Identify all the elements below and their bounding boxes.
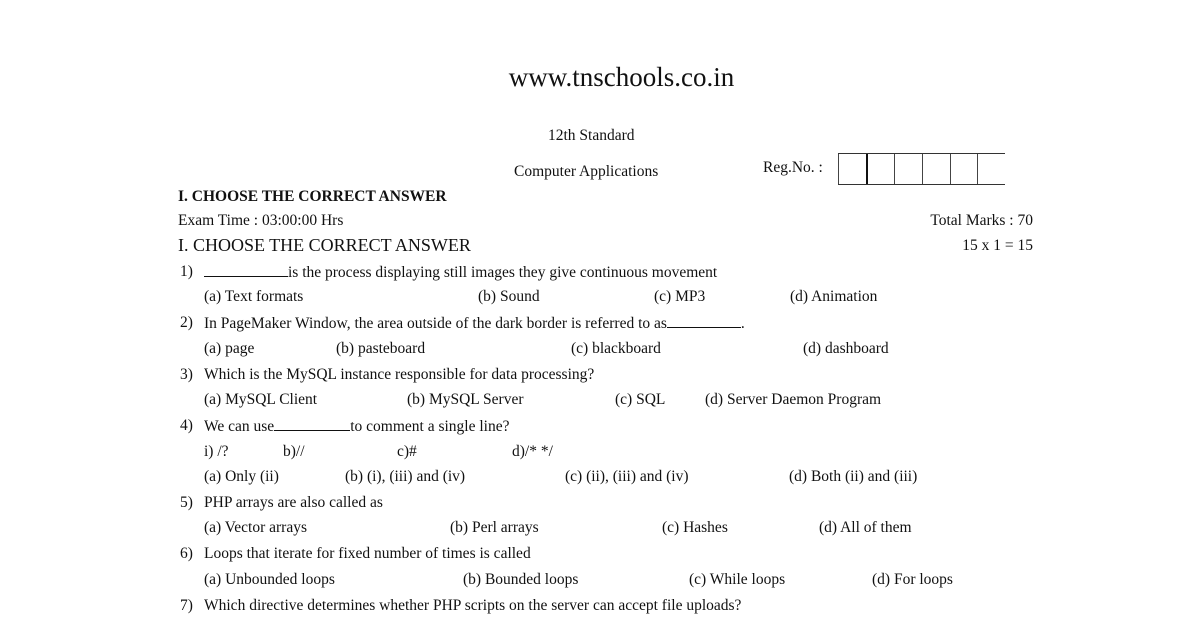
question-text: PHP arrays are also called as: [204, 494, 383, 511]
option: (c) (ii), (iii) and (iv): [565, 468, 689, 485]
option: (c) blackboard: [571, 340, 661, 357]
reg-no-label: Reg.No. :: [763, 159, 823, 176]
reg-no-boxes: [838, 153, 1005, 185]
subject: Computer Applications: [514, 163, 659, 180]
option: (c) MP3: [654, 288, 706, 305]
question-number: 6): [180, 545, 193, 562]
section-heading: I. CHOOSE THE CORRECT ANSWER: [178, 235, 471, 255]
option: (a) Only (ii): [204, 468, 279, 485]
exam-time: Exam Time : 03:00:00 Hrs: [178, 212, 344, 229]
question-text: Which is the MySQL instance responsible for data processing?: [204, 366, 595, 383]
option: (b) MySQL Server: [407, 391, 524, 408]
sub-item: b)//: [283, 443, 305, 460]
option: (b) Bounded loops: [463, 571, 579, 588]
option: (c) While loops: [689, 571, 786, 588]
sub-item: i) /?: [204, 443, 229, 460]
question-number: 5): [180, 494, 193, 511]
option: (d) Animation: [790, 288, 878, 305]
section-heading-bold: I. CHOOSE THE CORRECT ANSWER: [178, 188, 447, 205]
question-number: 3): [180, 366, 193, 383]
option: (d) dashboard: [803, 340, 889, 357]
option: (a) Vector arrays: [204, 519, 307, 536]
option: (a) page: [204, 340, 255, 357]
total-marks: Total Marks : 70: [930, 212, 1033, 229]
question-text: Loops that iterate for fixed number of times is called: [204, 545, 531, 562]
section-marks: 15 x 1 = 15: [962, 237, 1033, 254]
option: (d) For loops: [872, 571, 953, 588]
option: (c) Hashes: [662, 519, 728, 536]
answer-blank: [667, 315, 741, 328]
question-text: Which directive determines whether PHP scripts on the server can accept file uploads?: [204, 597, 742, 614]
question-text: We can use to comment a single line?: [204, 418, 510, 435]
option: (a) MySQL Client: [204, 391, 318, 408]
question-text: is the process displaying still images they give continuous movement: [204, 264, 717, 281]
standard: 12th Standard: [548, 127, 635, 144]
answer-blank: [204, 264, 288, 277]
option: (b) pasteboard: [336, 340, 426, 357]
sub-item: d)/* */: [512, 443, 553, 460]
question-number: 2): [180, 314, 193, 331]
answer-blank: [274, 418, 350, 431]
option: (d) Both (ii) and (iii): [789, 468, 918, 485]
option: (b) Perl arrays: [450, 519, 539, 536]
option: (b) Sound: [478, 288, 540, 305]
question-number: 7): [180, 597, 193, 614]
sub-item: c)#: [397, 443, 417, 460]
option: (a) Unbounded loops: [204, 571, 335, 588]
question-number: 4): [180, 417, 193, 434]
option: (d) Server Daemon Program: [705, 391, 882, 408]
question-text: In PageMaker Window, the area outside of the dark border is referred to as .: [204, 315, 745, 332]
option: (d) All of them: [819, 519, 912, 536]
option: (c) SQL: [615, 391, 666, 408]
option: (a) Text formats: [204, 288, 304, 305]
site-title: www.tnschools.co.in: [508, 62, 735, 92]
option: (b) (i), (iii) and (iv): [345, 468, 466, 485]
question-number: 1): [180, 263, 193, 280]
